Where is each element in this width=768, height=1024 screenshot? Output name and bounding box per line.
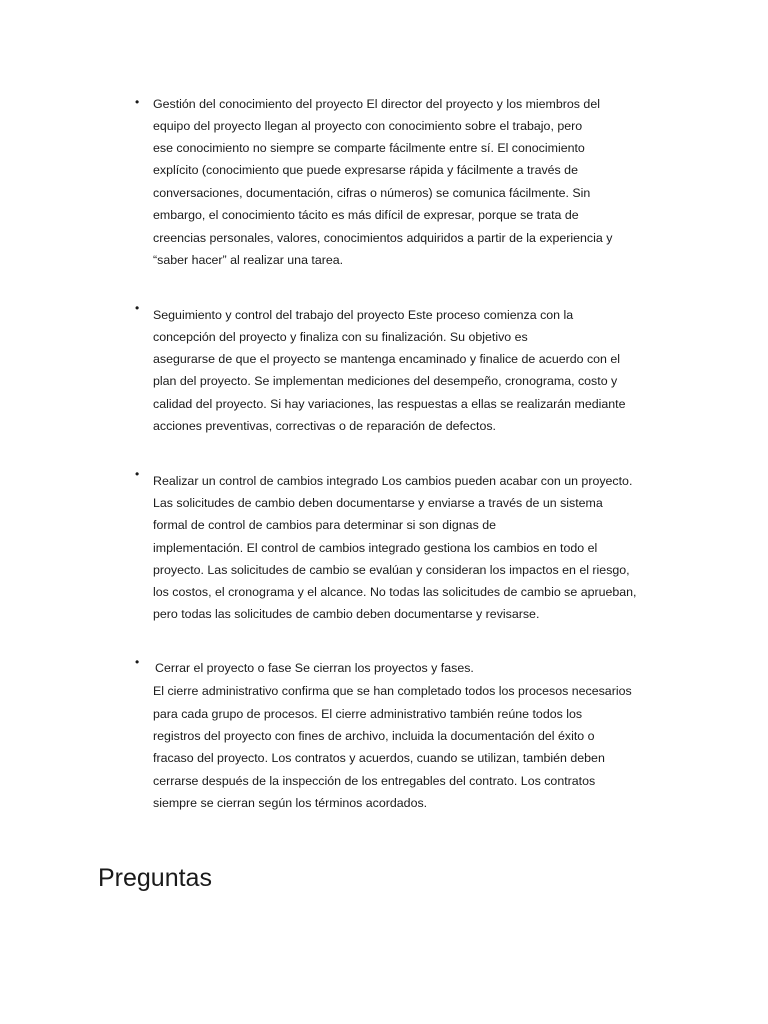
- paragraph-line: pero todas las solicitudes de cambio deben documentarse y revisarse.: [153, 607, 540, 621]
- paragraph-line: formal de control de cambios para determinar si son dignas de: [153, 518, 496, 532]
- paragraph-line: calidad del proyecto. Si hay variaciones, las respuestas a ellas se realizarán mediante: [153, 397, 626, 411]
- paragraph-line: cerrarse después de la inspección de los entregables del contrato. Los contratos: [153, 774, 596, 788]
- paragraph-line: los costos, el cronograma y el alcance. No todas las solicitudes de cambio se aprueban,: [153, 585, 637, 599]
- paragraph-line: creencias personales, valores, conocimientos adquiridos a partir de la experiencia y: [153, 231, 613, 245]
- paragraph-line: fracaso del proyecto. Los contratos y acuerdos, cuando se utilizan, también deben: [153, 751, 605, 765]
- bullet-marker: •: [135, 301, 140, 315]
- paragraph-line: implementación. El control de cambios integrado gestiona los cambios en todo el: [153, 541, 598, 555]
- paragraph-line: proyecto. Las solicitudes de cambio se evalúan y consideran los impactos en el riesgo,: [153, 563, 630, 577]
- paragraph-line: equipo del proyecto llegan al proyecto con conocimiento sobre el trabajo, pero: [153, 119, 583, 133]
- paragraph-line: ese conocimiento no siempre se comparte fácilmente entre sí. El conocimiento: [153, 141, 585, 155]
- bullet-marker: •: [135, 467, 140, 481]
- paragraph-line: acciones preventivas, correctivas o de reparación de defectos.: [153, 419, 496, 433]
- paragraph-line: explícito (conocimiento que puede expresarse rápida y fácilmente a través de: [153, 163, 578, 177]
- paragraph-line: siempre se cierran según los términos acordados.: [153, 796, 428, 810]
- paragraph-line: registros del proyecto con fines de archivo, incluida la documentación del éxito o: [153, 729, 595, 743]
- paragraph-line: Realizar un control de cambios integrado Los cambios pueden acabar con un proyecto.: [153, 474, 633, 488]
- section-heading: Preguntas: [98, 864, 212, 892]
- bullet-marker: •: [135, 655, 140, 669]
- paragraph-line: embargo, el conocimiento tácito es más difícil de expresar, porque se trata de: [153, 208, 579, 222]
- paragraph-line: Las solicitudes de cambio deben documentarse y enviarse a través de un sistema: [153, 496, 603, 510]
- bullet-marker: •: [135, 95, 140, 109]
- paragraph-line: para cada grupo de procesos. El cierre administrativo también reúne todos los: [153, 707, 583, 721]
- paragraph-line: Seguimiento y control del trabajo del proyecto Este proceso comienza con la: [153, 308, 574, 322]
- paragraph-line: Gestión del conocimiento del proyecto El director del proyecto y los miembros del: [153, 97, 600, 111]
- paragraph-line: asegurarse de que el proyecto se mantenga encaminado y finalice de acuerdo con el: [153, 352, 621, 366]
- paragraph-line: plan del proyecto. Se implementan mediciones del desempeño, cronograma, costo y: [153, 374, 618, 388]
- paragraph-line: El cierre administrativo confirma que se han completado todos los procesos necesarios: [153, 684, 632, 698]
- paragraph-line: “saber hacer” al realizar una tarea.: [153, 253, 344, 267]
- paragraph-line: concepción del proyecto y finaliza con su finalización. Su objetivo es: [153, 330, 528, 344]
- paragraph-line: Cerrar el proyecto o fase Se cierran los proyectos y fases.: [155, 661, 474, 675]
- paragraph-line: conversaciones, documentación, cifras o números) se comunica fácilmente. Sin: [153, 186, 591, 200]
